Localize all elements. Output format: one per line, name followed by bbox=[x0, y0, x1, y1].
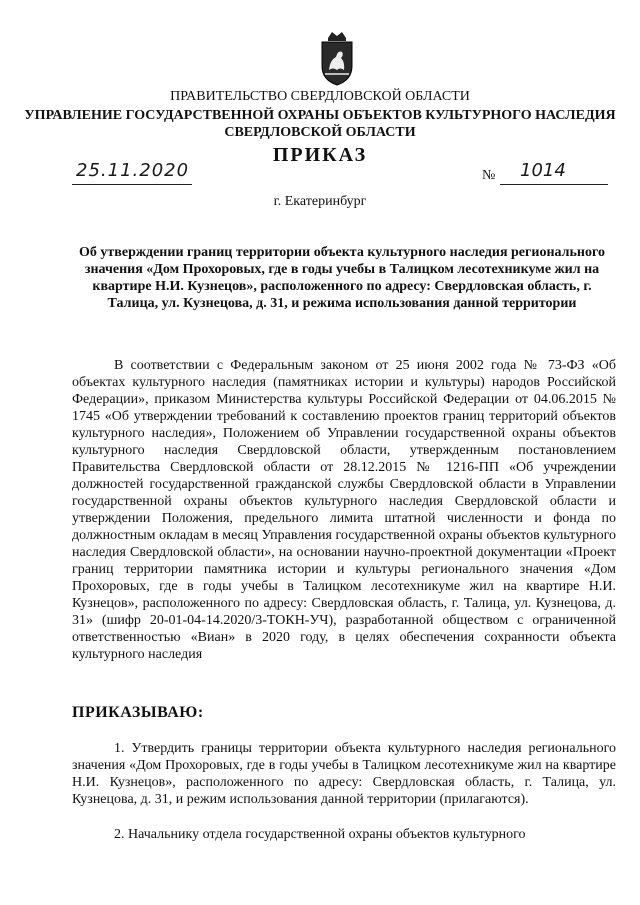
order-item-1: 1. Утвердить границы территории объекта культурного наследия регионального значения «Дом Прохоровых, где в годы учебы в Талицком лесотехникуме жил на квартире Н.И. Кузнецов», расположенного по адресу: Свердловская область, г. Талица, ул. Кузнецова, д. 31, и режим использования данной территории (прилагаются). bbox=[72, 741, 616, 807]
document-type-title: ПРИКАЗ bbox=[272, 144, 368, 166]
handwritten-number: 1014 bbox=[520, 160, 566, 181]
order-subject: Об утверждении границ территории объекта культурного наследия регионального значения «Дом Прохоровых, где в годы учебы в Талицком лесотехникуме жил на квартире Н.И. Кузнецов», расположенного по адресу: Свердловская область, г. Талица, ул. Кузнецова, д. 31, и режима использования данной территории bbox=[79, 245, 605, 311]
decree-heading: ПРИКАЗЫВАЮ: bbox=[72, 704, 204, 721]
preamble-paragraph: В соответствии с Федеральным законом от 25 июня 2002 года № 73-ФЗ «Об объектах культурного наследия (памятниках истории и культуры) народов Российской Федерации», приказом Министерства культуры Российской Федерации от 04.06.2015 № 1745 «Об утверждении требований к составлению проектов границ территорий объектов культурного наследия», Положением об Управлении государственной охраны объектов культурного наследия Свердловской области, утвержденным постановлением Правительства Свердловской области от 28.12.2015 № 1216-ПП «Об учреждении должностей государственной гражданской службы Свердловской области в Управлении государственной охраны объектов культурного наследия Свердловской области и утверждении Положения, предельного лимита штатной численности и фонда по должностным окладам в месяц Управления государственной охраны объектов культурного наследия Свердловской области», на основании научно-проектной документации «Проект границ территории памятника истории и культуры регионального значения «Дом Прохоровых, где в годы учебы в Талицком лесотехникуме жил на квартире Н.И. Кузнецов», расположенного по адресу: Свердловская область, г. Талица, ул. Кузнецова, д. 31» (шифр 20-01-04-14.2020/3-ТОКН-УЧ), разработанной обществом с ограниченной ответственностью «Виан» в 2020 году, в целях обеспечения сохранности объекта культурного наследия bbox=[72, 358, 616, 662]
order-item-2: 2. Начальнику отдела государственной охраны объектов культурного bbox=[114, 827, 526, 842]
number-label: № bbox=[482, 168, 496, 183]
number-field bbox=[500, 162, 608, 185]
coat-of-arms-icon bbox=[316, 30, 358, 86]
department-line-2: СВЕРДЛОВСКОЙ ОБЛАСТИ bbox=[224, 125, 416, 140]
date-field bbox=[72, 162, 192, 185]
city-line: г. Екатеринбург bbox=[273, 194, 367, 209]
department-name bbox=[0, 107, 640, 141]
government-name: ПРАВИТЕЛЬСТВО СВЕРДЛОВСКОЙ ОБЛАСТИ bbox=[170, 89, 470, 104]
department-line-1: УПРАВЛЕНИЕ ГОСУДАРСТВЕННОЙ ОХРАНЫ ОБЪЕКТОВ КУЛЬТУРНОГО НАСЛЕДИЯ bbox=[24, 108, 616, 123]
handwritten-date: 25.11.2020 bbox=[76, 160, 190, 181]
